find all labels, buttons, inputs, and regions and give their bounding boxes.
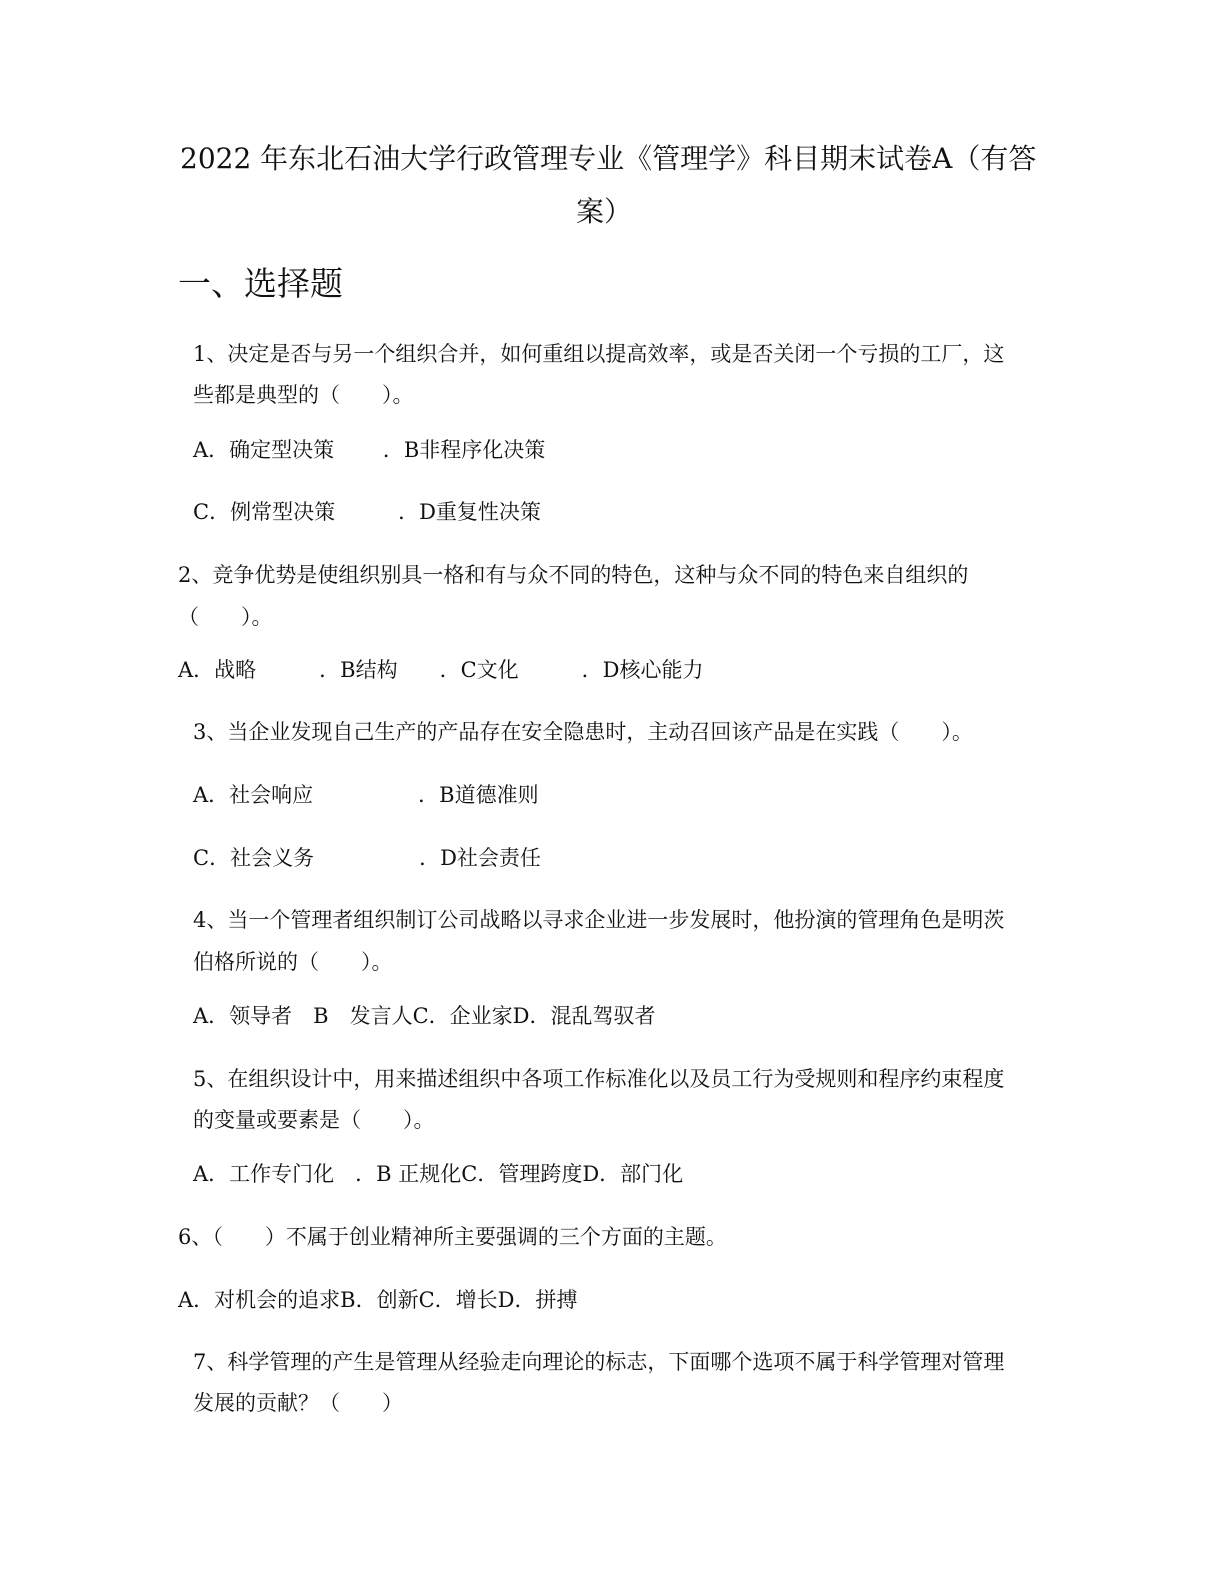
question-1-stem-line1: 1、决定是否与另一个组织合并，如何重组以提高效率，或是否关闭一个亏损的工厂，这 [193, 342, 1005, 366]
question-3-options-line2: C．社会义务 ．D社会责任 [193, 846, 541, 870]
section-heading: 一、选择题 [178, 264, 343, 303]
question-4-options-line1: A．领导者 B 发言人C．企业家D．混乱驾驭者 [193, 1004, 656, 1028]
exam-title-line2: 案） [576, 195, 633, 228]
question-1-options-line1: A．确定型决策 ．B非程序化决策 [193, 438, 546, 462]
question-5-options-line1: A．工作专门化 ．B 正规化C．管理跨度D．部门化 [193, 1162, 684, 1186]
question-6-stem-line1: 6、（ ）不属于创业精神所主要强调的三个方面的主题。 [178, 1225, 727, 1249]
question-5-stem-line1: 5、在组织设计中，用来描述组织中各项工作标准化以及员工行为受规则和程序约束程度 [193, 1067, 1005, 1091]
question-4-stem-line2: 伯格所说的（ ）。 [193, 950, 393, 974]
question-7-stem-line1: 7、科学管理的产生是管理从经验走向理论的标志，下面哪个选项不属于科学管理对管理 [193, 1350, 1005, 1374]
question-2-options-line1: A．战略 ．B结构 ．C文化 ．D核心能力 [178, 658, 704, 682]
question-1-options-line2: C．例常型决策 ．D重复性决策 [193, 500, 541, 524]
exam-title-line1: 2022 年东北石油大学行政管理专业《管理学》科目期末试卷A（有答 [180, 142, 1037, 175]
question-7-stem-line2: 发展的贡献？（ ） [193, 1391, 403, 1415]
question-2-stem-line1: 2、竞争优势是使组织别具一格和有与众不同的特色，这种与众不同的特色来自组织的 [178, 563, 969, 587]
question-4-stem-line1: 4、当一个管理者组织制订公司战略以寻求企业进一步发展时，他扮演的管理角色是明茨 [193, 908, 1005, 932]
question-3-options-line1: A．社会响应 ．B道德准则 [193, 783, 539, 807]
question-1-stem-line2: 些都是典型的（ ）。 [193, 383, 414, 407]
question-6-options-line1: A．对机会的追求B．创新C．增长D．拼搏 [178, 1288, 578, 1312]
question-3-stem-line1: 3、当企业发现自己生产的产品存在安全隐患时，主动召回该产品是在实践（ ）。 [193, 720, 973, 744]
question-2-stem-line2: （ ）。 [178, 605, 273, 629]
question-5-stem-line2: 的变量或要素是（ ）。 [193, 1108, 435, 1132]
